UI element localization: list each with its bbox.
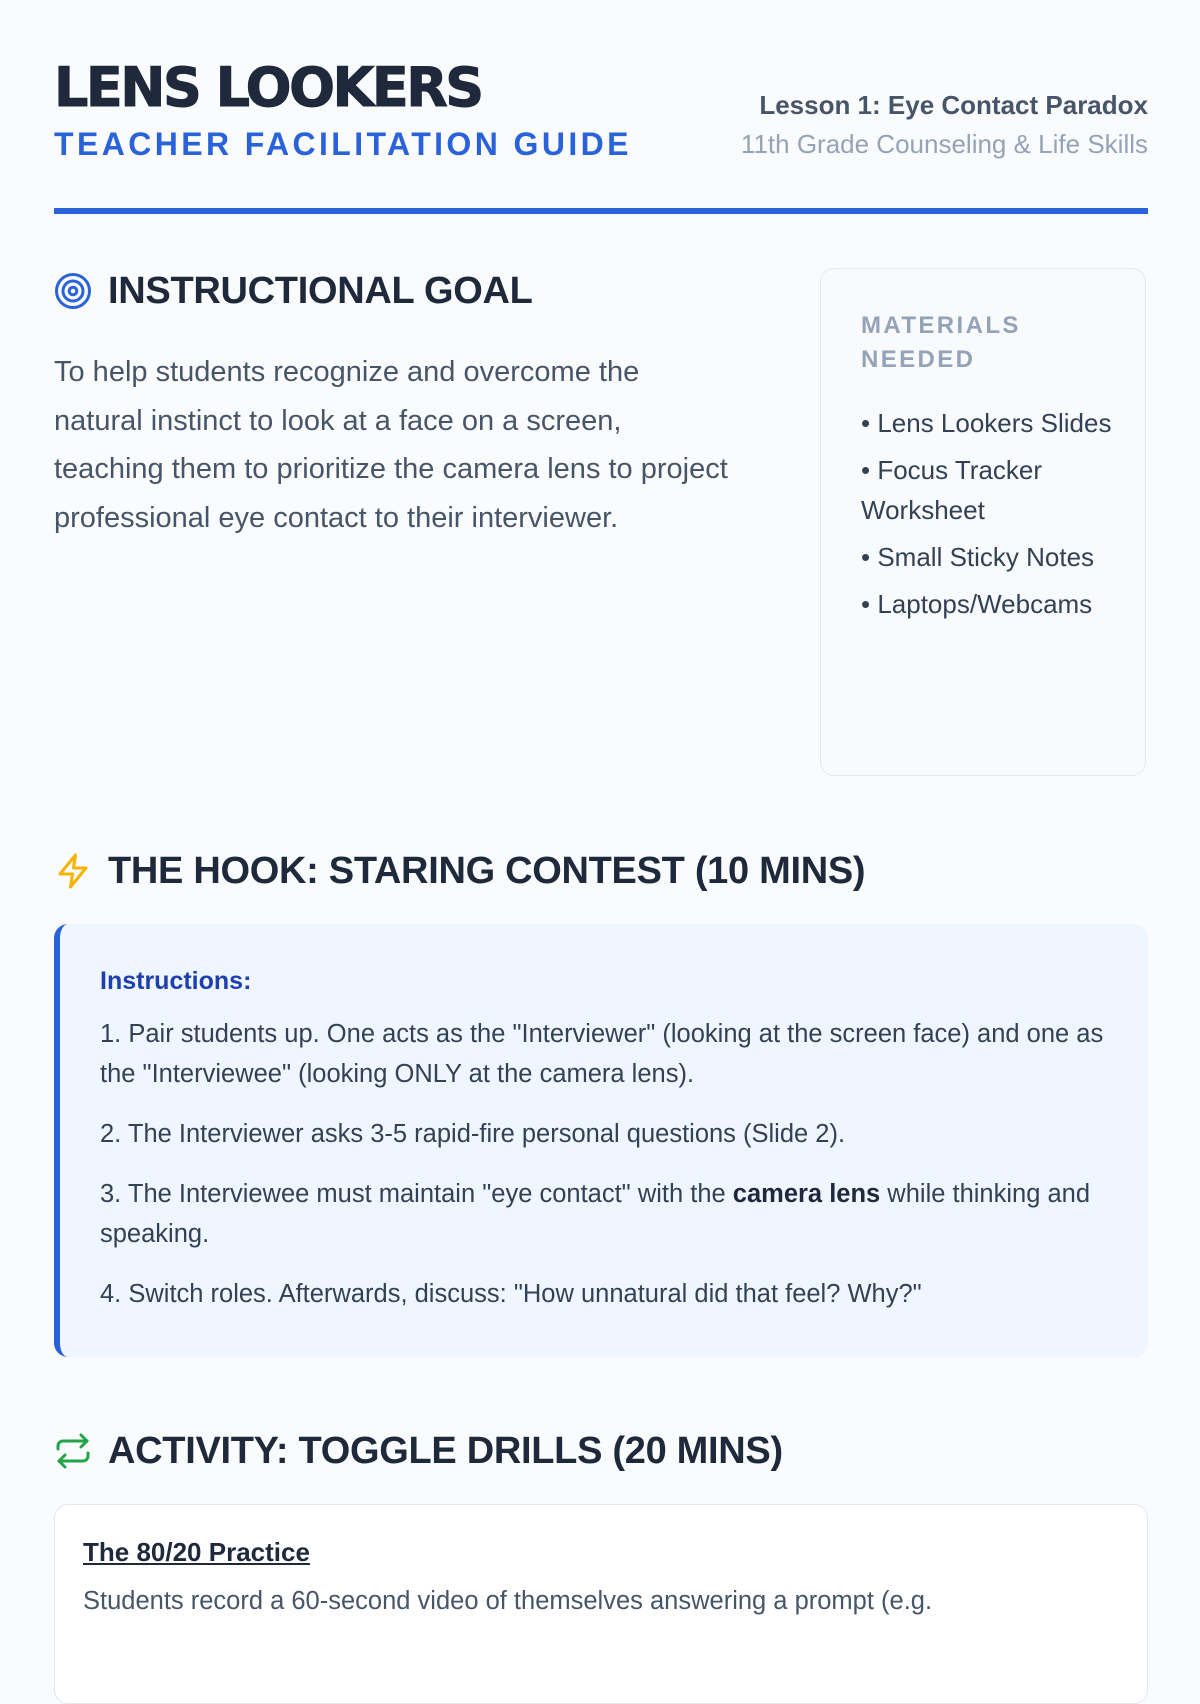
activity-title: ACTIVITY: TOGGLE DRILLS (20 MINS) <box>108 1430 783 1472</box>
activity-card <box>54 1504 1148 1704</box>
header-divider <box>54 208 1148 214</box>
instruction-step-1: 1. Pair students up. One acts as the "Interviewer" (looking at the screen face) and one as the "Interviewee" (looking ONLY at the camera lens). <box>100 1020 1104 1088</box>
goal-title: INSTRUCTIONAL GOAL <box>108 270 533 312</box>
hook-heading <box>54 848 865 894</box>
materials-item: • Lens Lookers Slides <box>861 408 1112 438</box>
instruction-step-3 <box>100 1174 1108 1254</box>
course-name: 11th Grade Counseling & Life Skills <box>740 129 1148 159</box>
step-3-emphasis: camera lens <box>732 1180 881 1208</box>
guide-header <box>54 52 1148 212</box>
lightning-icon <box>54 852 92 890</box>
step-3-text-end: while thinking and speaking. <box>100 1180 1091 1248</box>
repeat-icon <box>54 1432 92 1470</box>
materials-list <box>861 403 1115 624</box>
practice-text: Students record a 60-second video of themselves answering a prompt (e.g. <box>83 1587 933 1615</box>
goal-heading <box>54 268 533 314</box>
facilitation-guide-page <box>54 0 1148 1615</box>
materials-item: • Small Sticky Notes <box>861 542 1095 572</box>
lesson-title: Lesson 1: Eye Contact Paradox <box>759 90 1148 120</box>
goal-text: To help students recognize and overcome the natural instinct to look at a face on a screen, teaching them to prioritize the camera lens to project professional eye contact to their interviewer. <box>54 356 728 534</box>
target-icon <box>54 272 92 310</box>
materials-item: • Focus Tracker Worksheet <box>861 455 1043 525</box>
materials-title: MATERIALS NEEDED <box>861 312 1021 373</box>
materials-card <box>820 268 1146 776</box>
step-3-text-start: 3. The Interviewee must maintain "eye contact" with the <box>100 1180 733 1208</box>
lesson-meta <box>741 86 1148 164</box>
instruction-step-4: 4. Switch roles. Afterwards, discuss: "How unnatural did that feel? Why?" <box>100 1280 922 1308</box>
practice-title: The 80/20 Practice <box>83 1537 310 1567</box>
hook-title: THE HOOK: STARING CONTEST (10 MINS) <box>108 850 866 892</box>
activity-heading <box>54 1428 783 1474</box>
brand-title: LENS LOOKERS <box>54 56 482 119</box>
materials-item: • Laptops/Webcams <box>861 589 1093 619</box>
guide-subtitle: TEACHER FACILITATION GUIDE <box>54 126 632 162</box>
instruction-step-2: 2. The Interviewer asks 3-5 rapid-fire personal questions (Slide 2). <box>100 1120 846 1148</box>
hook-instructions-box <box>54 924 1148 1357</box>
instructions-label: Instructions: <box>100 967 252 995</box>
